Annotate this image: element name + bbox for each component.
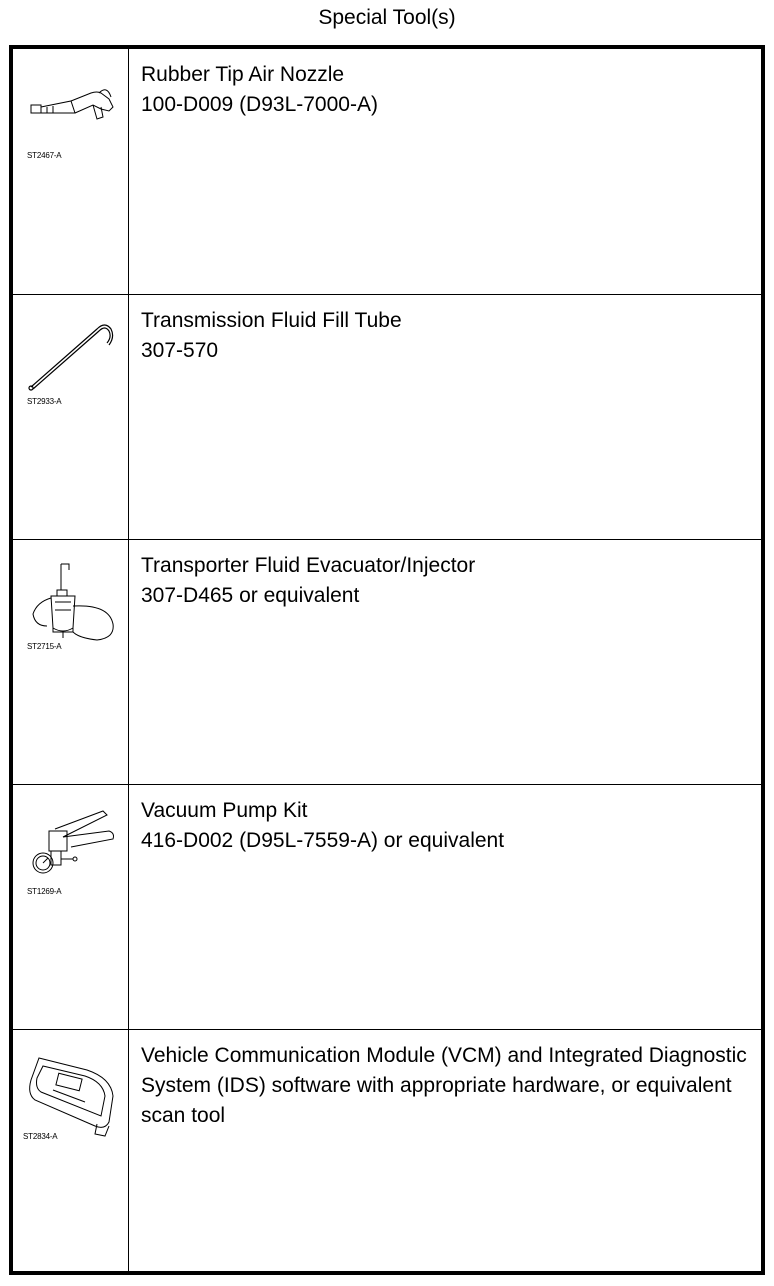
tool-name: Transmission Fluid Fill Tube	[141, 309, 402, 332]
tool-illustration-cell	[13, 49, 129, 294]
tool-row-vcm	[13, 1029, 761, 1271]
tool-illustration-cell	[13, 1030, 129, 1271]
tool-row-vacuum-pump	[13, 784, 761, 1029]
tool-illustration-cell	[13, 540, 129, 784]
tool-name: Rubber Tip Air Nozzle	[141, 63, 345, 86]
tool-description	[141, 60, 753, 120]
tool-row-fill-tube	[13, 294, 761, 539]
special-tools-table	[9, 45, 765, 1275]
illustration-code: ST2933-A	[27, 397, 62, 406]
page-title: Special Tool(s)	[318, 6, 456, 29]
tool-row-air-nozzle	[13, 49, 761, 294]
tool-description	[141, 1041, 753, 1131]
tool-part-number: 307-570	[141, 339, 219, 362]
tool-row-fluid-evacuator	[13, 539, 761, 784]
tool-illustration-cell	[13, 295, 129, 539]
illustration-code: ST2715-A	[27, 642, 62, 651]
tool-description	[141, 551, 753, 611]
tool-description	[141, 796, 753, 856]
tool-name: Transporter Fluid Evacuator/Injector	[141, 554, 476, 577]
tool-part-number: 416-D002 (D95L-7559-A) or equivalent	[141, 829, 505, 852]
tool-part-number: 100-D009 (D93L-7000-A)	[141, 93, 378, 116]
tool-illustration-cell	[13, 785, 129, 1029]
illustration-code: ST1269-A	[27, 887, 62, 896]
tool-name: Vacuum Pump Kit	[141, 799, 308, 822]
tool-name: Vehicle Communication Module (VCM) and Integrated Diagnostic System (IDS) software with appropriate hardware, or equivalent scan tool	[141, 1044, 753, 1127]
tool-part-number: 307-D465 or equivalent	[141, 584, 360, 607]
illustration-code: ST2467-A	[27, 151, 62, 160]
illustration-code: ST2834-A	[23, 1132, 58, 1141]
tool-description	[141, 306, 753, 366]
